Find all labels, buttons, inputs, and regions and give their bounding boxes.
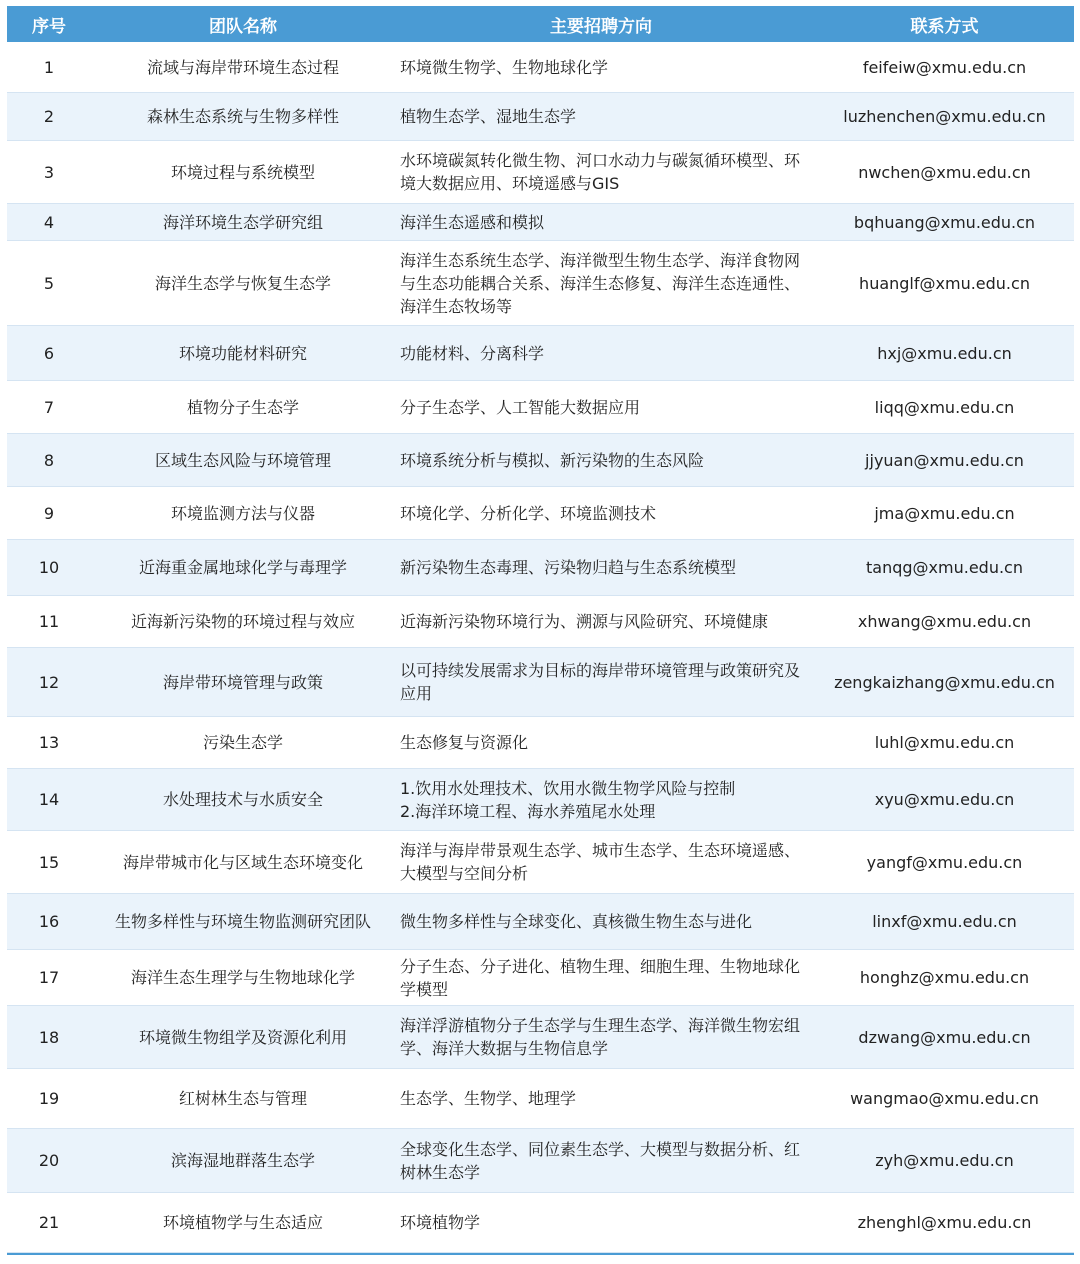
cell-contact: zhenghl@xmu.edu.cn (857, 1213, 1032, 1232)
cell-contact: wangmao@xmu.edu.cn (850, 1089, 1039, 1108)
table-row (7, 204, 1074, 241)
cell-contact: honghz@xmu.edu.cn (859, 968, 1030, 987)
cell-team: 环境过程与系统模型 (170, 162, 315, 182)
cell-direction: 微生物多样性与全球变化、真核微生物生态与进化 (400, 912, 753, 931)
cell-team: 近海新污染物的环境过程与效应 (130, 612, 355, 631)
table-row (7, 434, 1074, 487)
cell-direction: 全球变化生态学、同位素生态学、大模型与数据分析、红树林生态学 (400, 1139, 801, 1182)
cell-contact: linxf@xmu.edu.cn (872, 912, 1017, 931)
cell-contact: xhwang@xmu.edu.cn (857, 612, 1032, 631)
cell-team: 生物多样性与环境生物监测研究团队 (114, 912, 371, 931)
table-row (7, 42, 1074, 93)
cell-contact: xyu@xmu.edu.cn (874, 790, 1015, 809)
recruitment-table (7, 6, 1074, 1255)
table-header (7, 6, 1074, 42)
table-row (7, 648, 1074, 717)
cell-direction: 近海新污染物环境行为、溯源与风险研究、环境健康 (400, 612, 769, 631)
table-row (7, 241, 1074, 326)
cell-contact: hxj@xmu.edu.cn (877, 343, 1012, 363)
cell-team: 森林生态系统与生物多样性 (146, 107, 339, 126)
cell-team: 水处理技术与水质安全 (162, 790, 323, 809)
table-row (7, 950, 1074, 1006)
table-row (7, 894, 1074, 950)
cell-team: 区域生态风险与环境管理 (154, 450, 331, 470)
table-row (7, 717, 1074, 769)
cell-no: 12 (38, 672, 60, 692)
cell-no: 2 (43, 107, 55, 126)
cell-no: 9 (43, 503, 55, 523)
cell-team: 近海重金属地球化学与毒理学 (138, 558, 347, 577)
cell-team: 污染生态学 (202, 733, 283, 752)
cell-team: 红树林生态与管理 (178, 1089, 307, 1108)
cell-team: 流域与海岸带环境生态过程 (146, 57, 339, 77)
table-row (7, 540, 1074, 596)
cell-direction: 功能材料、分离科学 (400, 343, 545, 363)
cell-no: 5 (43, 273, 55, 293)
cell-direction: 分子生态、分子进化、植物生理、细胞生理、生物地球化学模型 (400, 956, 801, 999)
table-row (7, 326, 1074, 381)
cell-direction: 分子生态学、人工智能大数据应用 (400, 397, 641, 417)
cell-no: 1 (43, 57, 55, 77)
cell-direction: 1.饮用水处理技术、饮用水微生物学风险与控制 2.海洋环境工程、海水养殖尾水处理 (400, 778, 736, 821)
cell-direction: 生态学、生物学、地理学 (400, 1089, 577, 1108)
table-row (7, 1069, 1074, 1129)
cell-contact: feifeiw@xmu.edu.cn (862, 57, 1027, 77)
cell-team: 滨海湿地群落生态学 (170, 1151, 315, 1170)
cell-contact: bqhuang@xmu.edu.cn (853, 212, 1036, 232)
cell-contact: luzhenchen@xmu.edu.cn (843, 107, 1046, 126)
cell-no: 21 (38, 1213, 60, 1232)
cell-team: 环境微生物组学及资源化利用 (138, 1027, 347, 1047)
cell-contact: jjyuan@xmu.edu.cn (865, 450, 1024, 470)
cell-contact: dzwang@xmu.edu.cn (858, 1027, 1031, 1047)
cell-no: 13 (38, 733, 60, 752)
cell-team: 海岸带城市化与区域生态环境变化 (122, 852, 363, 872)
cell-no: 17 (38, 968, 60, 987)
cell-contact: yangf@xmu.edu.cn (866, 852, 1023, 872)
cell-contact: luhl@xmu.edu.cn (874, 733, 1015, 752)
table-row (7, 141, 1074, 204)
table-row (7, 93, 1074, 141)
cell-team: 海洋生态生理学与生物地球化学 (130, 968, 355, 987)
cell-team: 海洋生态学与恢复生态学 (154, 273, 331, 293)
cell-direction: 环境系统分析与模拟、新污染物的生态风险 (400, 450, 705, 470)
cell-direction: 环境微生物学、生物地球化学 (400, 57, 609, 77)
table-row (7, 487, 1074, 540)
header-no: 序号 (32, 16, 66, 37)
header-contact: 联系方式 (910, 16, 979, 37)
table-row (7, 1006, 1074, 1069)
cell-team: 海岸带环境管理与政策 (162, 672, 323, 692)
cell-direction: 环境植物学 (400, 1213, 481, 1232)
header-direction: 主要招聘方向 (550, 16, 652, 37)
cell-team: 海洋环境生态学研究组 (162, 212, 323, 232)
cell-no: 6 (43, 343, 55, 363)
cell-direction: 水环境碳氮转化微生物、河口水动力与碳氮循环模型、环境大数据应用、环境遥感与GIS (400, 151, 801, 193)
cell-team: 环境监测方法与仪器 (170, 503, 315, 523)
cell-no: 3 (43, 162, 55, 182)
cell-no: 20 (38, 1151, 60, 1170)
table-bottom-rule (7, 1253, 1074, 1255)
cell-no: 8 (43, 450, 55, 470)
cell-contact: nwchen@xmu.edu.cn (858, 162, 1031, 182)
cell-no: 7 (43, 397, 55, 417)
cell-direction: 新污染物生态毒理、污染物归趋与生态系统模型 (400, 558, 737, 577)
cell-direction: 生态修复与资源化 (400, 733, 529, 752)
cell-team: 环境功能材料研究 (178, 343, 307, 363)
cell-direction: 海洋与海岸带景观生态学、城市生态学、生态环境遥感、大模型与空间分析 (400, 841, 801, 883)
table-row (7, 769, 1074, 831)
cell-no: 10 (38, 558, 60, 577)
cell-no: 4 (43, 212, 55, 232)
cell-contact: jma@xmu.edu.cn (874, 503, 1015, 523)
cell-team: 植物分子生态学 (186, 397, 299, 417)
cell-direction: 海洋生态遥感和模拟 (400, 212, 545, 232)
cell-no: 15 (38, 852, 60, 872)
table-row (7, 381, 1074, 434)
table-row (7, 1193, 1074, 1253)
cell-direction: 以可持续发展需求为目标的海岸带环境管理与政策研究及应用 (400, 661, 801, 703)
cell-direction: 海洋生态系统生态学、海洋微型生物生态学、海洋食物网与生态功能耦合关系、海洋生态修复、海洋生态连通性、海洋生态牧场等 (400, 250, 801, 316)
cell-no: 16 (38, 912, 60, 931)
table-row (7, 596, 1074, 648)
cell-contact: huanglf@xmu.edu.cn (859, 273, 1030, 293)
header-team: 团队名称 (209, 16, 277, 37)
cell-team: 环境植物学与生态适应 (162, 1213, 323, 1232)
cell-no: 18 (38, 1027, 60, 1047)
table-row (7, 1129, 1074, 1193)
cell-contact: zengkaizhang@xmu.edu.cn (834, 672, 1055, 692)
cell-no: 11 (38, 612, 60, 631)
cell-no: 19 (38, 1089, 60, 1108)
cell-contact: zyh@xmu.edu.cn (875, 1151, 1014, 1170)
table-row (7, 831, 1074, 894)
cell-direction: 植物生态学、湿地生态学 (400, 107, 577, 126)
cell-contact: tanqg@xmu.edu.cn (866, 558, 1023, 577)
cell-no: 14 (38, 790, 60, 809)
cell-direction: 环境化学、分析化学、环境监测技术 (400, 503, 657, 523)
table-body (7, 42, 1074, 1253)
cell-direction: 海洋浮游植物分子生态学与生理生态学、海洋微生物宏组学、海洋大数据与生物信息学 (400, 1016, 801, 1058)
cell-contact: liqq@xmu.edu.cn (874, 397, 1015, 417)
